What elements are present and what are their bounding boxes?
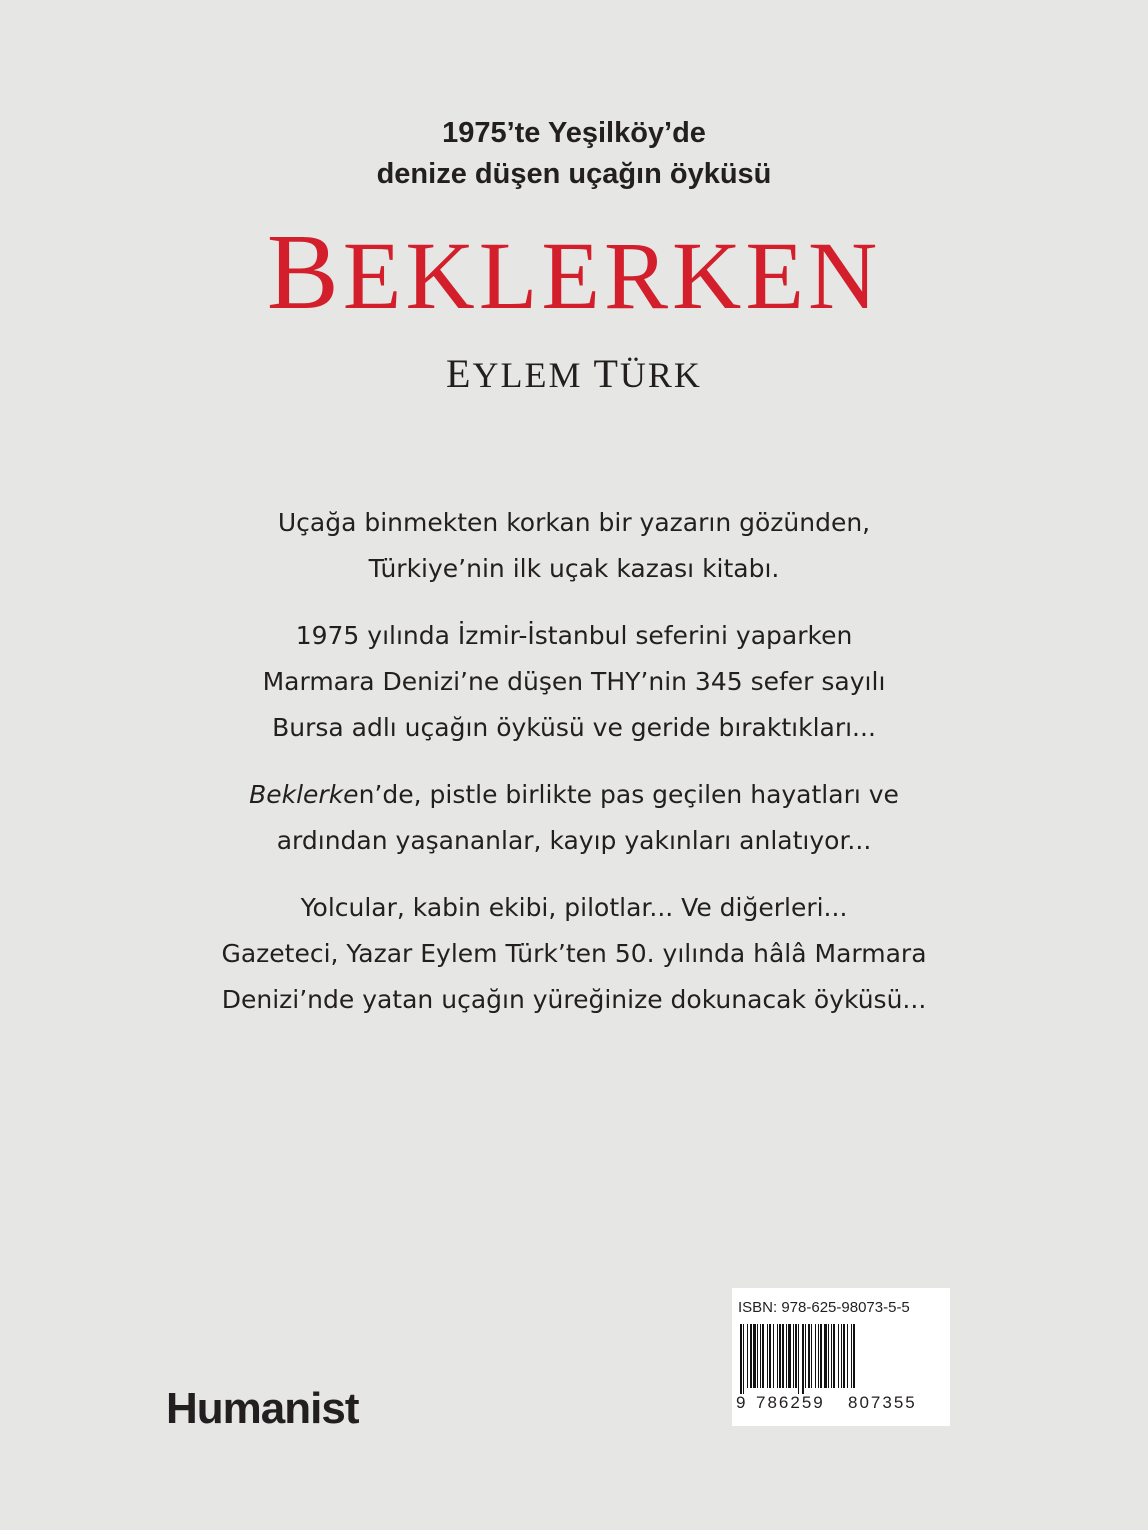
barcode-bar xyxy=(788,1324,791,1388)
blurb-line: Denizi’nde yatan uçağın yüreğinize dokunacak öyküsü... xyxy=(221,985,927,1014)
blurb-line: Marmara Denizi’ne düşen THY’nin 345 sefer sayılı xyxy=(262,667,886,696)
blurb-line: Yolcular, kabin ekibi, pilotlar... Ve diğerleri... xyxy=(300,893,848,922)
blurb-line: Türkiye’nin ilk uçak kazası kitabı. xyxy=(368,554,780,583)
barcode-bar xyxy=(743,1324,744,1394)
barcode-bar xyxy=(777,1324,778,1388)
blurb-line: Uçağa binmekten korkan bir yazarın gözünden, xyxy=(277,508,871,537)
blurb-paragraph-4 xyxy=(0,885,1148,1023)
barcode-bar xyxy=(811,1324,812,1388)
author-last-initial: T xyxy=(593,351,620,396)
isbn-label: ISBN: 978-625-98073-5-5 xyxy=(738,1299,910,1316)
barcode-bar xyxy=(786,1324,787,1388)
author-last-rest: ÜRK xyxy=(619,355,702,395)
blurb-line xyxy=(0,772,1148,818)
barcode-bar xyxy=(769,1324,771,1388)
book-title-initial: B xyxy=(266,213,343,332)
barcode-digits-left: 786259 xyxy=(756,1393,825,1412)
barcode-bar xyxy=(782,1324,784,1388)
barcode-bar xyxy=(793,1324,794,1388)
book-title-italic: Beklerke xyxy=(249,780,359,809)
blurb-line: Gazeteci, Yazar Eylem Türk’ten 50. yılında hâlâ Marmara xyxy=(221,939,927,968)
barcode-bar xyxy=(815,1324,816,1388)
barcode-bar xyxy=(833,1324,835,1388)
barcode-bar xyxy=(824,1324,827,1388)
barcode-bar xyxy=(820,1324,822,1388)
barcode-bar xyxy=(779,1324,781,1388)
barcode-bar xyxy=(841,1324,842,1388)
barcode-digits-right: 807355 xyxy=(848,1393,917,1412)
blurb xyxy=(0,500,1148,1044)
blurb-paragraph-3 xyxy=(0,772,1148,864)
tagline-line-1: 1975’te Yeşilköy’de xyxy=(442,117,706,149)
barcode-icon xyxy=(740,1324,942,1394)
barcode-box xyxy=(732,1288,950,1426)
tagline xyxy=(0,113,1148,195)
barcode-bar xyxy=(831,1324,832,1388)
barcode-bar xyxy=(818,1324,819,1388)
barcode-bar xyxy=(760,1324,761,1388)
book-title-rest: EKLERKEN xyxy=(342,222,882,329)
barcode-bar xyxy=(773,1324,774,1388)
barcode-bar xyxy=(838,1324,839,1388)
barcode-bar xyxy=(802,1324,804,1394)
tagline-line-2: denize düşen uçağın öyküsü xyxy=(376,158,772,190)
barcode-bar xyxy=(847,1324,848,1388)
author-first-initial: E xyxy=(446,351,473,396)
author-name xyxy=(0,350,1148,399)
blurb-paragraph-1 xyxy=(0,500,1148,592)
barcode-bar xyxy=(767,1324,768,1388)
blurb-paragraph-2 xyxy=(0,613,1148,751)
blurb-line: 1975 yılında İzmir-İstanbul seferini yaparken xyxy=(295,621,853,650)
barcode-bar xyxy=(798,1324,799,1394)
barcode-bar xyxy=(805,1324,806,1388)
barcode-bar xyxy=(740,1324,742,1394)
barcode-bar xyxy=(762,1324,764,1388)
barcode-bar xyxy=(808,1324,810,1388)
barcode-bar xyxy=(757,1324,758,1388)
barcode-bar xyxy=(853,1324,855,1388)
blurb-line: Bursa adlı uçağın öyküsü ve geride bıraktıkları... xyxy=(272,713,876,742)
publisher-logo: Humanist xyxy=(166,1384,359,1433)
barcode-bar xyxy=(750,1324,752,1388)
barcode-bar xyxy=(828,1324,829,1388)
blurb-line: ardından yaşananlar, kayıp yakınları anlatıyor... xyxy=(276,826,872,855)
barcode-bar xyxy=(795,1324,797,1388)
barcode-bar xyxy=(843,1324,845,1388)
barcode-bar xyxy=(851,1324,852,1388)
blurb-line-rest: n’de, pistle birlikte pas geçilen hayatları ve xyxy=(358,780,899,809)
book-title xyxy=(0,213,1148,336)
barcode-bar xyxy=(747,1324,748,1388)
barcode-digit-first: 9 xyxy=(736,1393,746,1412)
barcode-bar xyxy=(753,1324,756,1388)
author-first-rest: YLEM xyxy=(472,355,594,395)
